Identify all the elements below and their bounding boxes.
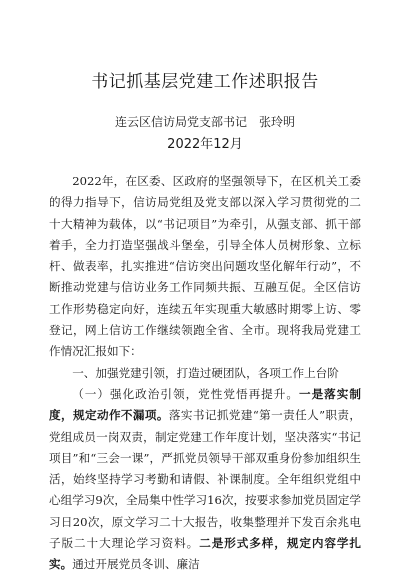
text-segment: 一、加强党建引领，打造过硬团队，各项工作上台阶 xyxy=(72,365,339,380)
text-segment: 落实书记抓党建“第一责任人”职责，党组成员一岗双责，制定党建工作年度计划，坚决落实“书记项目”和“三会一课”，严抓党员领导干部双重身份参加组织生活，始终坚持学习考勤和请假、补课制度。全年组织党组中心组学习9次，全局集中性学习16次，按要求参加党员固定学习日20次，原文学习二十大报告，收集整理并下发百余兆电子版二十大理论学习资料。 xyxy=(49,408,361,551)
body-paragraph xyxy=(49,171,361,363)
text-segment: （一）强化政治引领，党性党悟再提升。 xyxy=(72,386,299,401)
body-paragraph xyxy=(49,384,361,576)
text-segment: 2022年，在区委、区政府的坚强领导下，在区机关工委的得力指导下，信访局党组及党支部以深入学习贯彻党的二十大精神为载体，以“书记项目”为牵引，从强支部、抓干部着手，全力打造坚强战斗堡垒，引导全体人员树形象、立标杆、做表率，扎实推进“信访突出问题攻坚化解年行动”，不断推动党建与信访业务工作同频共振、互融互促。全区信访工作形势稳定向好，连续五年实现重大敏感时期零上访、零登记，网上信访工作继续领跑全省、全市。现将我局党建工作情况汇报如下： xyxy=(49,174,361,359)
body-paragraph xyxy=(49,363,361,384)
document-date: 2022年12月 xyxy=(167,137,243,152)
text-segment: 通过开展党员冬训、廉洁 xyxy=(72,557,200,572)
bold-text-segment: 一是落实制度，规定动作不漏项。 xyxy=(49,386,361,423)
document-title: 书记抓基层党建工作述职报告 xyxy=(91,72,319,92)
bold-text-segment: 二是形式多样，规定内容学扎实。 xyxy=(49,536,361,572)
document-author: 连云区信访局党支部书记 张玲明 xyxy=(114,115,295,129)
document-body xyxy=(49,171,361,576)
